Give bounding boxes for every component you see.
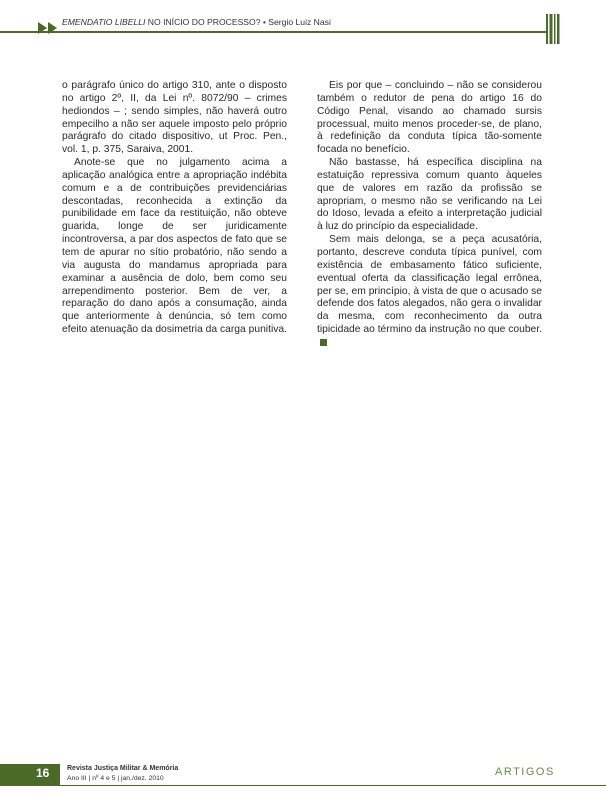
double-arrow-icon xyxy=(38,22,60,34)
header-title-italic: EMENDATIO LIBELLI xyxy=(62,17,146,27)
paragraph: Eis por que – concluindo – não se considerou também o redutor de pena do artigo 16 do Código Penal, visando ao chamado sursis processual, muito menos proceder-se, de plano, à redefinição da conduta típica tão-somente focada no benefício. xyxy=(317,80,542,156)
paragraph-final xyxy=(317,234,542,350)
header-title-rest: NO INÍCIO DO PROCESSO? • Sergio Luiz Nasi xyxy=(145,17,331,27)
left-text-column xyxy=(62,80,287,337)
issue-info: Ano III | nº 4 e 5 | jan./dez. 2010 xyxy=(67,775,164,782)
page-number: 16 xyxy=(36,766,50,780)
running-header xyxy=(62,17,331,27)
paragraph: Anote-se que no julgamento acima a aplicação analógica entre a apropriação indébita comum e a de contribuições previdenciárias descontadas, reconhecida a extinção da punibilidade em face da restituição, não obteve guarida, longe de ser juridicamente incontroversa, a par dos aspectos de fato que se tem de apurar no sítio probatório, não sendo a via augusta do mandamus apropriada para examinar a ausência de dolo, bem como seu arrependimento posterior. Bem de ver, a reparação do dano após a consumação, ainda que anteriormente à denúncia, só tem como efeito atenuação da dosimetria da carga punitiva. xyxy=(62,157,287,336)
footer-rule xyxy=(0,785,606,786)
journal-title: Revista Justiça Militar & Memória xyxy=(67,765,179,772)
paragraph: o parágrafo único do artigo 310, ante o disposto no artigo 2º, II, da Lei nº. 8072/90 – crimes hediondos – ; sendo simples, não haverá outro empecilho a não ser aquele imposto pelo próprio parágrafo do citado dispositivo, ut Proc. Pen., vol. 1, p. 375, Saraiva, 2001. xyxy=(62,80,287,156)
barcode-ornament-icon xyxy=(546,14,560,44)
paragraph-text: Sem mais delonga, se a peça acusatória, portanto, descreve conduta típica punível, com existência de embasamento fático suficiente, eventual oferta da classificação legal errônea, per se, em princípio, à vista de que o acusado se defende dos fatos alegados, não gera o invalidar da mesma, com reconhecimento da outra tipicidade ao término da instrução no que couber. xyxy=(317,234,542,336)
section-label: ARTIGOS xyxy=(495,766,555,778)
page-number-tab xyxy=(0,764,60,786)
end-of-article-icon xyxy=(320,339,327,346)
header-rule xyxy=(0,31,546,33)
paragraph: Não bastasse, há específica disciplina na estatuição repressiva comum quanto àqueles que de valores em razão da profissão se apropriam, o mesmo não se verificando na Lei do Idoso, levada a efeito a interpretação judicial à luz do princípio da especialidade. xyxy=(317,157,542,233)
right-text-column xyxy=(317,80,542,350)
